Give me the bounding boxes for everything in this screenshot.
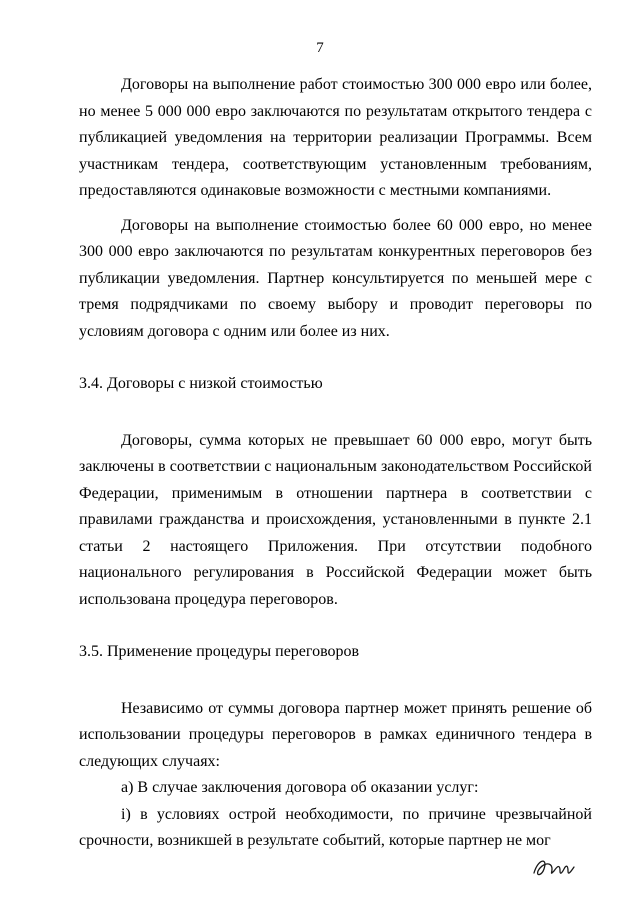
paragraph-negotiated-contracts: Договоры на выполнение стоимостью более 60 000 евро, но менее 300 000 евро заключаются по результатам конкурентных переговоров без публикации уведомления. Партнер консультируется по меньшей мере с тремя подрядчиками по своему выбору и проводит переговоры по условиям договора с одним или более из них. bbox=[79, 216, 592, 340]
paragraph-works-contracts: Договоры на выполнение работ стоимостью 300 000 евро или более, но менее 5 000 000 евро заключаются по результатам открытого тендера с публикацией уведомления на территории реализации Программы. Всем участникам тендера, соответствующим установленным требованиям, предоставляются одинаковые возможности с местными компаниями. bbox=[79, 76, 592, 199]
list-item-i: i) в условиях острой необходимости, по причине чрезвычайной срочности, возникшей в результате событий, которые партнер не мог bbox=[79, 805, 592, 849]
paragraph-negotiation-procedure: Независимо от суммы договора партнер может принять решение об использовании процедуры переговоров в рамках единичного тендера в следующих случаях: bbox=[79, 699, 592, 770]
document-body bbox=[79, 72, 592, 855]
paragraph-low-value-contracts: Договоры, сумма которых не превышает 60 000 евро, могут быть заключены в соответствии с национальным законодательством Российской Федерации, применимым в отношении партнера в соответствии с правилами гражданства и происхождения, установленными в пункте 2.1 статьи 2 настоящего Приложения. При отсутствии подобного национального регулирования в Российской Федерации может быть использована процедура переговоров. bbox=[79, 431, 592, 608]
section-heading-3-5: 3.5. Применение процедуры переговоров bbox=[79, 643, 360, 660]
page-number: 7 bbox=[316, 40, 324, 56]
handwritten-initials-signature bbox=[530, 851, 578, 881]
section-heading-3-4: 3.4. Договоры с низкой стоимостью bbox=[79, 375, 323, 392]
list-item-a: а) В случае заключения договора об оказании услуг: bbox=[121, 779, 479, 796]
